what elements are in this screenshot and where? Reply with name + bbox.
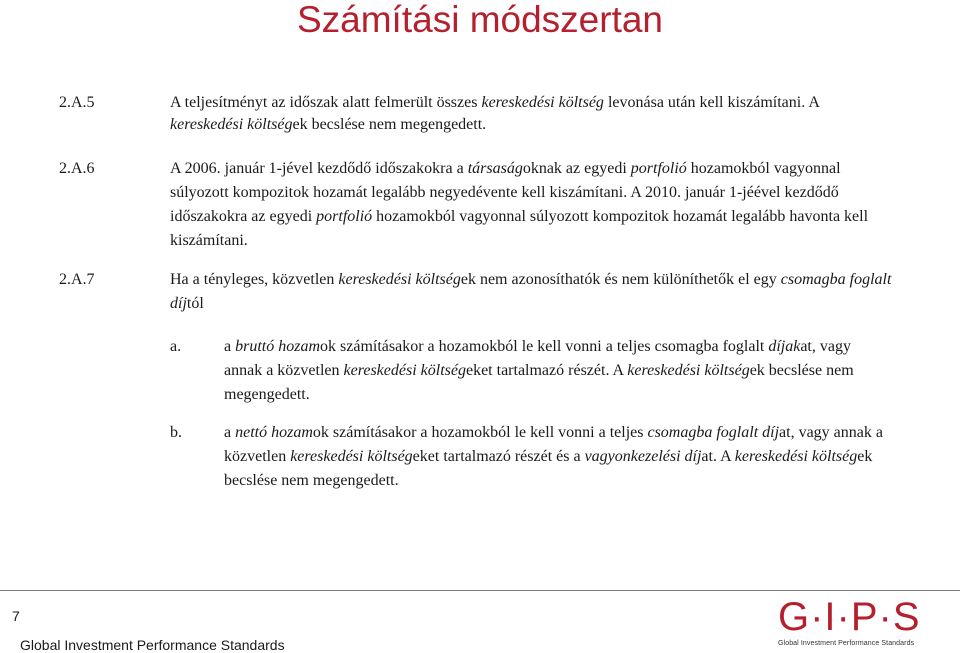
italic-term: díjak [768, 338, 801, 355]
text-run: eket tartalmazó részét. A [465, 362, 628, 379]
text-run: ek becslése nem megengedett. [224, 448, 873, 489]
footer-divider [0, 590, 960, 591]
italic-term: kereskedési költség [734, 448, 858, 465]
italic-term: vagyonkezelési díj [584, 448, 702, 465]
subitem-text [224, 421, 892, 493]
text-run: ek nem azonosíthatók és nem különíthetők el egy [460, 271, 781, 288]
text-run: a [224, 338, 236, 355]
italic-term: kereskedési költség [170, 116, 293, 133]
text-run: ek becslése nem megengedett. [224, 362, 854, 403]
italic-term: portfolió [316, 208, 373, 225]
italic-term: csomagba foglalt díj [647, 424, 780, 441]
subitem-letter: b. [170, 424, 182, 441]
italic-term: csomagba foglalt díj [170, 271, 892, 312]
italic-term: kereskedési költség [481, 94, 604, 111]
text-run: hozamokból vagyonnal súlyozott kompozitok hozamát legalább negyedévente kell kiszámítani. A 2010. január 1-jéével kezdődő időszakokra az egyedi [170, 160, 841, 225]
page-title: Számítási módszertan [296, 0, 664, 40]
italic-term: nettó hozam [235, 424, 313, 441]
text-run: at, vagy annak a közvetlen [224, 338, 851, 379]
text-run: tól [186, 295, 204, 312]
section-number: 2.A.5 [59, 94, 95, 111]
section-text [170, 157, 892, 253]
subitem-text [224, 335, 892, 407]
section-text [170, 92, 892, 136]
logo-subtext: Global Investment Performance Standards [778, 640, 915, 647]
text-run: Ha a tényleges, közvetlen [170, 271, 339, 288]
text-run: at, vagy annak a közvetlen [224, 424, 883, 465]
italic-term: portfolió [630, 160, 687, 177]
text-run: A 2006. január 1-jével kezdődő időszakokra a [170, 160, 468, 177]
text-run: hozamokból vagyonnal súlyozott kompozitok hozamát legalább havonta kell kiszámítani. [170, 208, 869, 249]
italic-term: társaság [467, 160, 523, 177]
subitem-letter: a. [170, 338, 182, 355]
text-run: ok számításakor a hozamokból le kell vonni a teljes [312, 424, 648, 441]
text-run: levonása után kell kiszámítani. A [603, 94, 819, 111]
text-run: ek becslése nem megengedett. [292, 116, 487, 133]
section-number: 2.A.6 [59, 160, 95, 177]
italic-term: kereskedési költség [627, 362, 750, 379]
text-run: eket tartalmazó részét és a [412, 448, 585, 465]
italic-term: kereskedési költség [343, 362, 466, 379]
logo-wordmark: G·I·P·S [778, 595, 921, 639]
text-run: oknak az egyedi [522, 160, 631, 177]
text-run: A teljesítményt az időszak alatt felmerült összes [170, 94, 482, 111]
italic-term: kereskedési költség [338, 271, 461, 288]
text-run: at. A [701, 448, 735, 465]
section-number: 2.A.7 [59, 271, 95, 288]
italic-term: bruttó hozam [235, 338, 321, 355]
italic-term: kereskedési költség [290, 448, 413, 465]
section-text [170, 268, 892, 316]
gips-logo [778, 595, 940, 651]
text-run: ok számításakor a hozamokból le kell vonni a teljes csomagba foglalt [320, 338, 769, 355]
page-number: 7 [12, 608, 20, 624]
footer-org-name: Global Investment Performance Standards [20, 637, 285, 653]
text-run: a [224, 424, 236, 441]
